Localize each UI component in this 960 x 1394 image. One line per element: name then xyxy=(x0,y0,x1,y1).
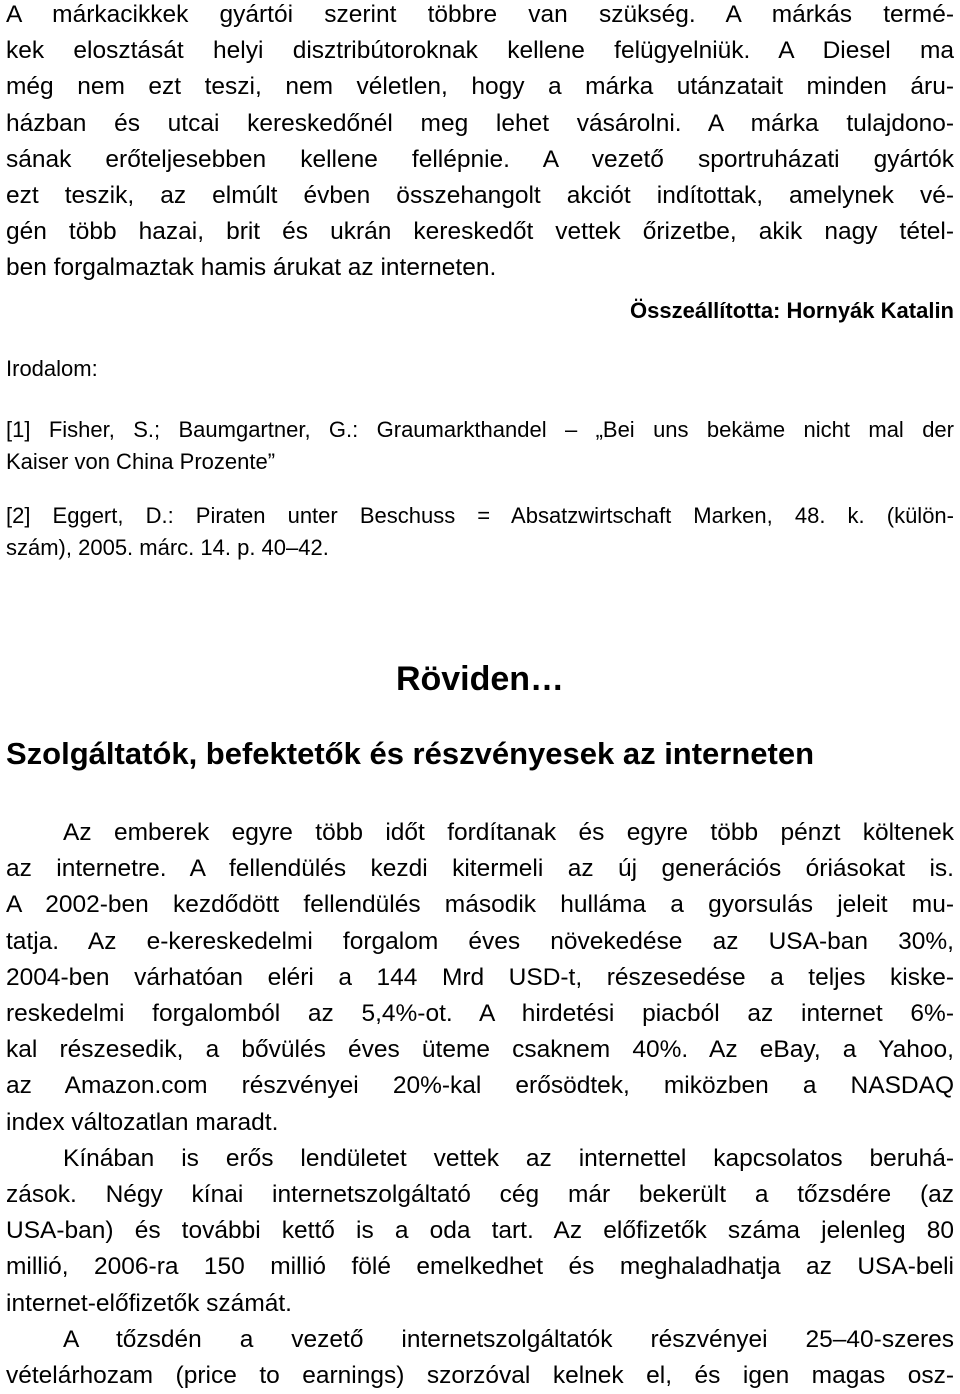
intro-paragraph xyxy=(6,0,954,287)
reference-line: Kaiser von China Prozente” xyxy=(6,449,276,474)
section-title: Röviden… xyxy=(395,660,565,698)
article-line: zások. Négy kínai internetszolgáltató cég már bekerült a tőzsdére (az xyxy=(6,1181,954,1209)
article-body xyxy=(6,815,954,1394)
article-line: index változatlan maradt. xyxy=(6,1108,279,1136)
article-line: A 2002-ben kezdődött fellendülés második hulláma a gyorsulás jeleit mu- xyxy=(6,891,954,919)
intro-line: kek elosztását helyi disztribútoroknak kellene felügyelniük. A Diesel ma xyxy=(6,37,954,65)
reference-line: [1] Fisher, S.; Baumgartner, G.: Graumarkthandel – „Bei uns bekäme nicht mal der xyxy=(6,417,954,442)
article-line: USA-ban) és további kettő is a oda tart. Az előfizetők száma jelenleg 80 xyxy=(6,1217,954,1245)
intro-line: ezt teszik, az elmúlt évben összehangolt akciót indítottak, amelynek vé- xyxy=(6,182,954,210)
article-line: tatja. Az e-kereskedelmi forgalom éves növekedése az USA-ban 30%, xyxy=(6,927,954,955)
article-paragraph xyxy=(6,815,954,1141)
article-line: az Amazon.com részvényei 20%-kal erősödtek, miközben a NASDAQ xyxy=(6,1072,954,1100)
article-paragraph xyxy=(6,1322,954,1394)
article-line: Kínában is erős lendületet vettek az internettel kapcsolatos beruhá- xyxy=(63,1144,954,1172)
article-line: Az emberek egyre több időt fordítanak és egyre több pénzt költenek xyxy=(63,819,954,846)
intro-line: házban és utcai kereskedőnél meg lehet vásárolni. A márka tulajdono- xyxy=(6,109,954,137)
article-line: internet-előfizetők számát. xyxy=(6,1289,292,1317)
intro-line: még nem ezt teszi, nem véletlen, hogy a márka utánzatait minden áru- xyxy=(6,73,954,101)
intro-line: A márkacikkek gyártói szerint többre van szükség. A márkás termé- xyxy=(6,1,954,28)
reference-line: szám), 2005. márc. 14. p. 40–42. xyxy=(6,535,329,560)
reference-line: [2] Eggert, D.: Piraten unter Beschuss = Absatzwirtschaft Marken, 48. k. (külön- xyxy=(6,503,954,528)
reference-item xyxy=(6,500,954,564)
article-line: reskedelmi forgalomból az 5,4%-ot. A hirdetési piacból az internet 6%- xyxy=(6,1000,954,1028)
article-line: A tőzsdén a vezető internetszolgáltatók részvényei 25–40-szeres xyxy=(63,1325,954,1353)
author-credit: Összeállította: Hornyák Katalin xyxy=(630,298,954,323)
article-paragraph xyxy=(6,1141,954,1322)
article-title: Szolgáltatók, befektetők és részvényesek az interneten xyxy=(6,736,815,771)
article-line: 2004-ben várhatóan eléri a 144 Mrd USD-t, részesedése a teljes kiske- xyxy=(6,963,954,991)
intro-line: ben forgalmaztak hamis árukat az interneten. xyxy=(6,254,497,282)
references-heading: Irodalom: xyxy=(6,356,98,381)
intro-line: gén több hazai, brit és ukrán kereskedőt vettek őrizetbe, akik nagy tétel- xyxy=(6,218,954,246)
intro-line: sának erőteljesebben kellene fellépnie. A vezető sportruházati gyártók xyxy=(6,145,954,173)
article-line: kal részesedik, a bővülés éves üteme csaknem 40%. Az eBay, a Yahoo, xyxy=(6,1036,954,1064)
article-line: az internetre. A fellendülés kezdi kitermeli az új generációs óriásokat is. xyxy=(6,855,954,883)
article-line: vételárhozam (price to earnings) szorzóval kelnek el, és igen magas osz- xyxy=(6,1362,954,1390)
article-line: millió, 2006-ra 150 millió fölé emelkedhet és meghaladhatja az USA-beli xyxy=(6,1253,954,1281)
reference-item xyxy=(6,414,954,478)
